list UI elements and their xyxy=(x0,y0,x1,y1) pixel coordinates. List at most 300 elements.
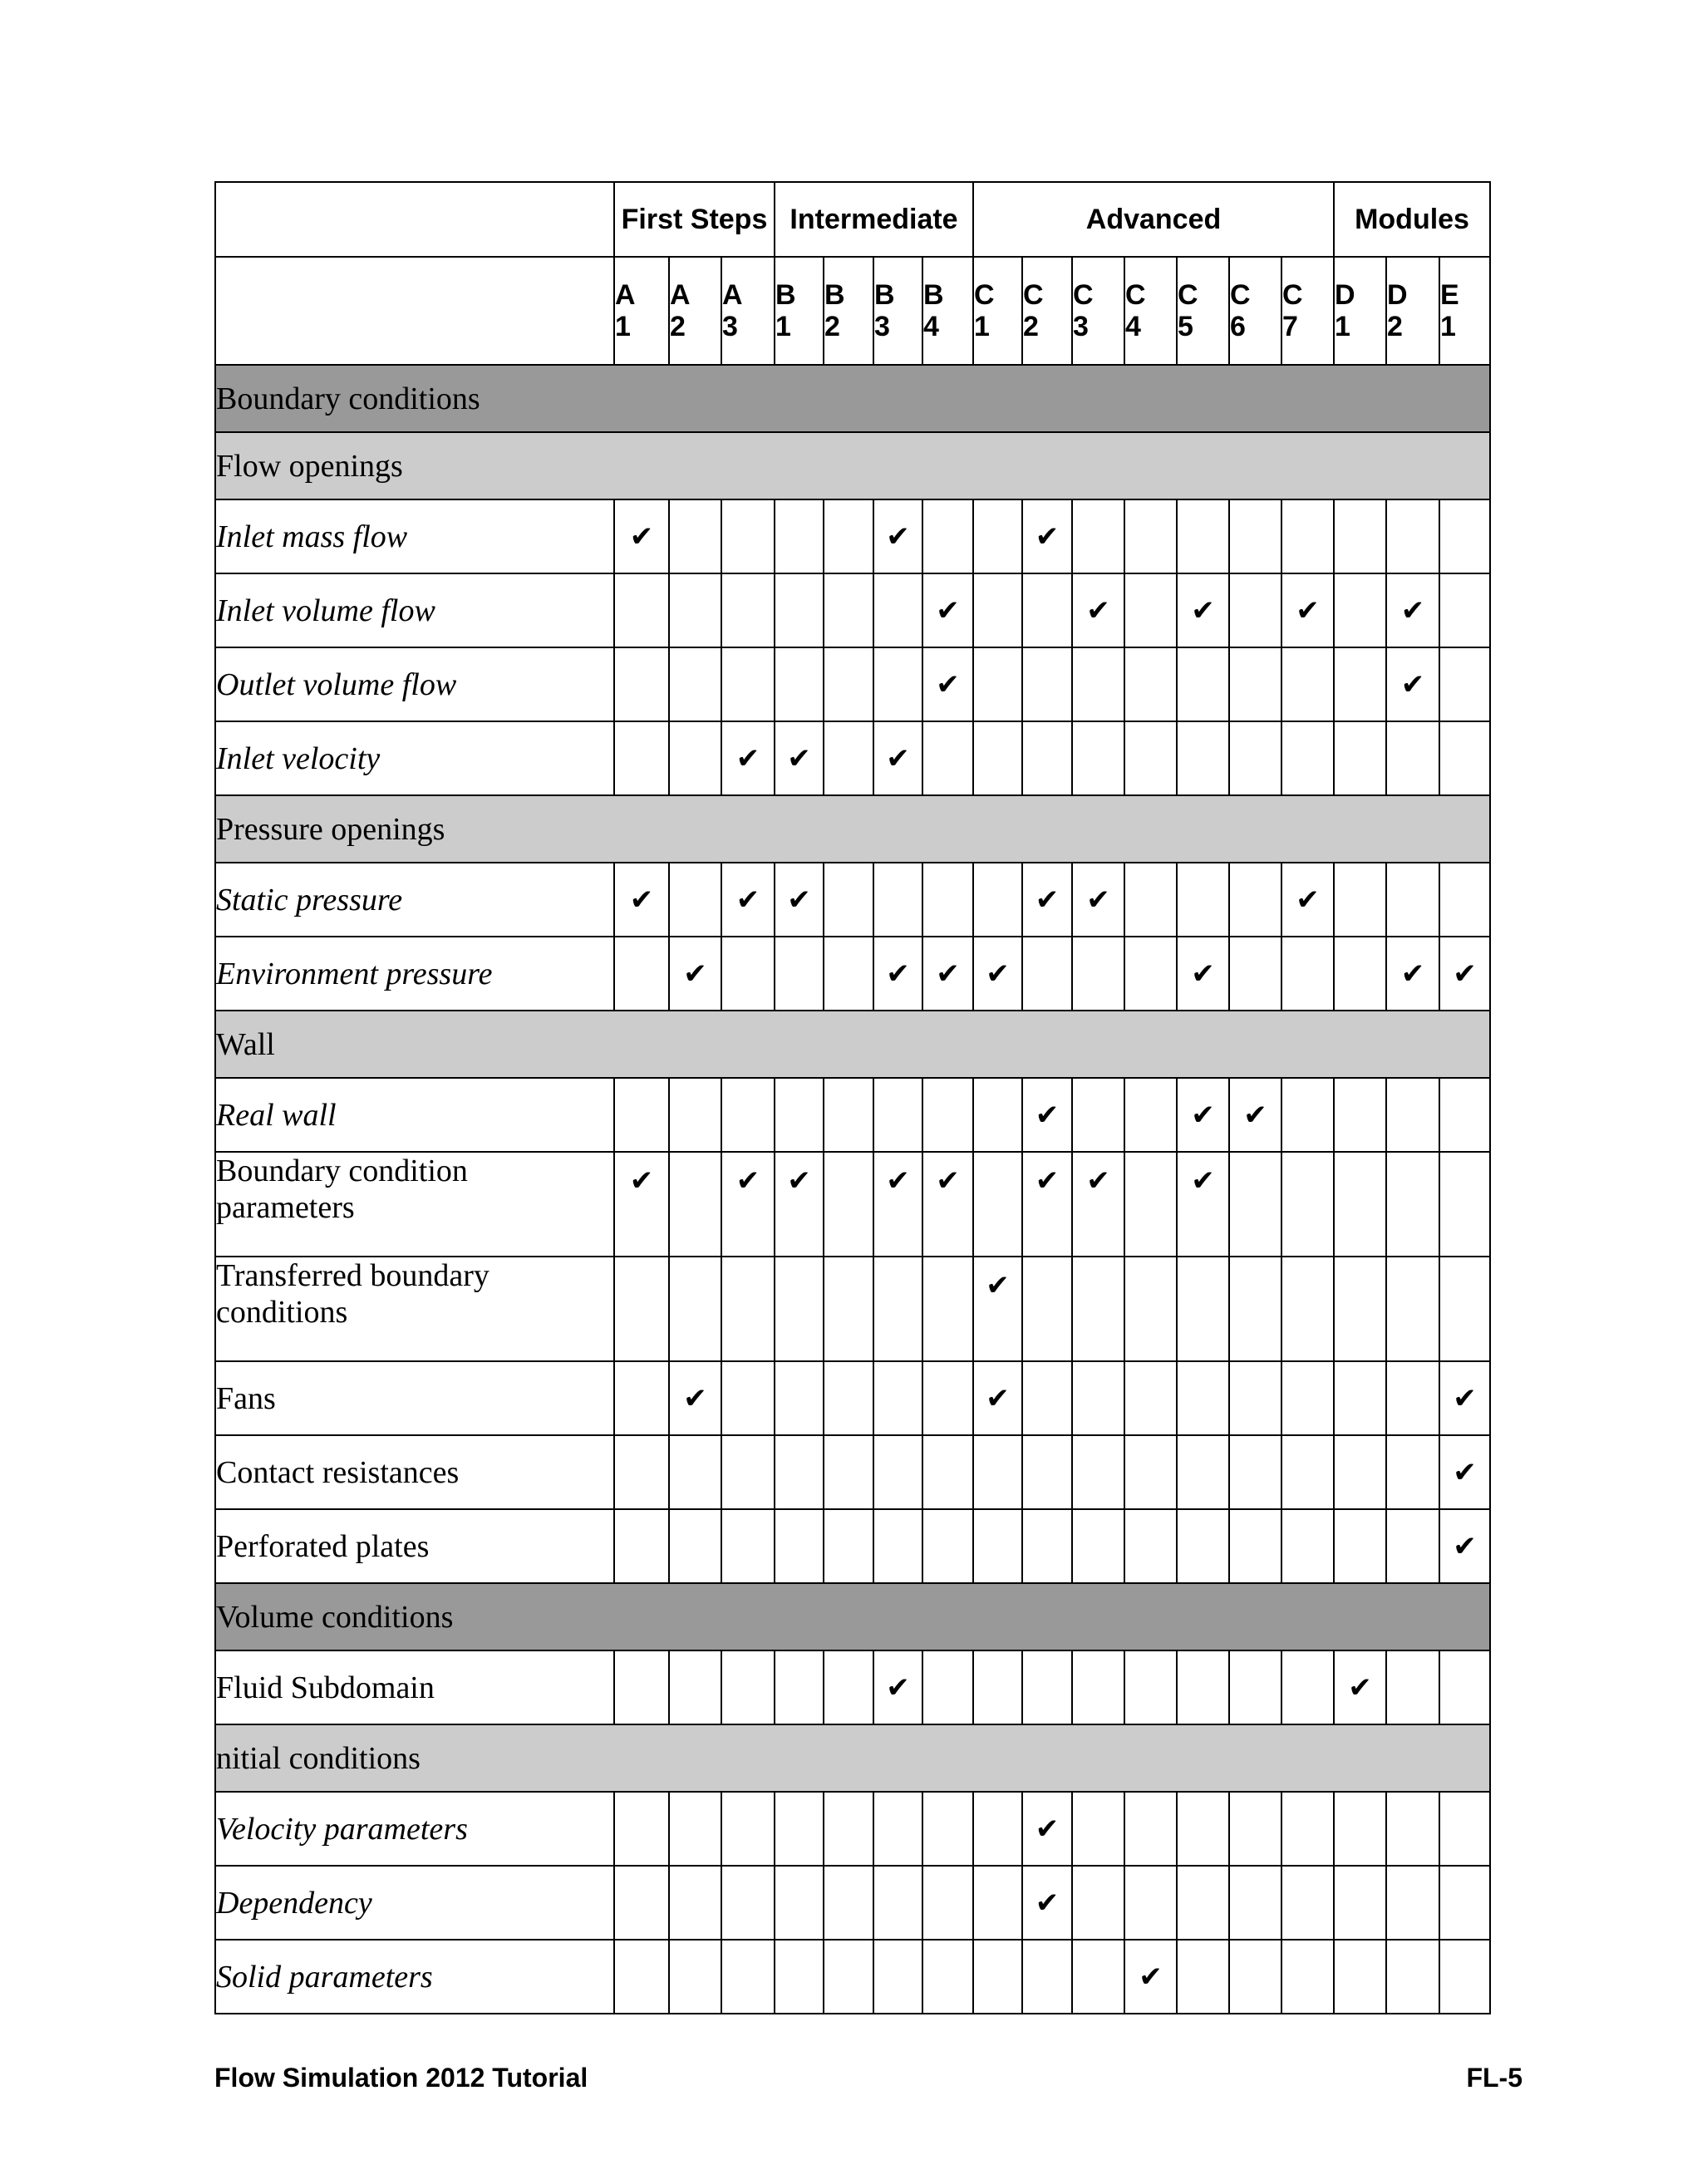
column-letter: C xyxy=(1230,279,1251,311)
check-cell xyxy=(973,1257,1022,1361)
section-row xyxy=(215,365,1490,432)
check-cell xyxy=(1334,1435,1386,1509)
check-cell xyxy=(1439,863,1490,937)
check-cell xyxy=(1229,1509,1281,1583)
check-cell xyxy=(1229,1435,1281,1509)
check-cell xyxy=(1386,863,1439,937)
section-row xyxy=(215,1583,1490,1650)
check-icon: ✔ xyxy=(1035,1098,1060,1132)
check-cell xyxy=(669,1940,721,2014)
check-cell xyxy=(922,1792,973,1866)
check-cell xyxy=(1124,863,1177,937)
check-cell xyxy=(1177,1792,1229,1866)
check-cell xyxy=(1439,1078,1490,1152)
check-cell xyxy=(1124,1361,1177,1435)
check-cell xyxy=(614,1435,669,1509)
check-cell xyxy=(614,499,669,573)
column-code xyxy=(614,257,669,365)
check-cell xyxy=(1072,721,1124,795)
section-row xyxy=(215,1724,1490,1792)
check-cell xyxy=(873,1650,922,1724)
check-icon: ✔ xyxy=(1191,1164,1215,1198)
check-icon: ✔ xyxy=(1035,1886,1060,1920)
check-icon: ✔ xyxy=(886,1164,910,1198)
feature-label: Static pressure xyxy=(215,863,614,937)
check-cell xyxy=(922,1078,973,1152)
check-cell xyxy=(1229,573,1281,647)
feature-label: Velocity parameters xyxy=(215,1792,614,1866)
check-cell xyxy=(824,573,873,647)
check-cell xyxy=(1281,1361,1334,1435)
check-cell xyxy=(775,1152,824,1257)
check-cell xyxy=(1439,499,1490,573)
check-cell xyxy=(1229,1940,1281,2014)
column-letter: C xyxy=(1282,279,1303,311)
check-cell xyxy=(1439,647,1490,721)
check-cell xyxy=(1022,1866,1072,1940)
check-cell xyxy=(1334,573,1386,647)
check-icon: ✔ xyxy=(629,1164,654,1198)
check-cell xyxy=(1177,1152,1229,1257)
check-cell xyxy=(775,1650,824,1724)
check-cell xyxy=(1072,863,1124,937)
check-cell xyxy=(1022,1152,1072,1257)
check-cell xyxy=(1022,1792,1072,1866)
column-code xyxy=(973,257,1022,365)
group-header: Modules xyxy=(1334,182,1490,257)
feature-label: Outlet volume flow xyxy=(215,647,614,721)
check-cell xyxy=(973,937,1022,1011)
check-cell xyxy=(1177,1866,1229,1940)
check-icon: ✔ xyxy=(1086,593,1110,627)
check-cell xyxy=(1072,1361,1124,1435)
check-cell xyxy=(1334,1792,1386,1866)
check-icon: ✔ xyxy=(886,519,910,553)
check-cell xyxy=(775,1361,824,1435)
check-cell xyxy=(1439,1361,1490,1435)
check-cell xyxy=(1177,573,1229,647)
check-cell xyxy=(922,1361,973,1435)
check-cell xyxy=(824,1435,873,1509)
check-cell xyxy=(1022,721,1072,795)
footer-page-number: FL-5 xyxy=(1466,2063,1522,2093)
check-cell xyxy=(1177,647,1229,721)
group-header-row xyxy=(215,182,1490,257)
check-cell xyxy=(873,863,922,937)
check-cell xyxy=(1386,1361,1439,1435)
check-cell xyxy=(721,1866,775,1940)
feature-row xyxy=(215,499,1490,573)
check-cell xyxy=(1386,1078,1439,1152)
check-cell xyxy=(614,573,669,647)
group-header: Intermediate xyxy=(775,182,973,257)
check-cell xyxy=(614,937,669,1011)
check-cell xyxy=(1281,937,1334,1011)
check-cell xyxy=(1022,573,1072,647)
column-letter: B xyxy=(923,279,944,311)
column-code xyxy=(1177,257,1229,365)
check-cell xyxy=(873,1866,922,1940)
check-cell xyxy=(1229,1866,1281,1940)
check-icon: ✔ xyxy=(735,883,760,917)
column-code xyxy=(873,257,922,365)
check-cell xyxy=(1022,1257,1072,1361)
column-number: 2 xyxy=(824,311,840,342)
check-cell xyxy=(922,573,973,647)
check-cell xyxy=(775,1792,824,1866)
check-cell xyxy=(873,1792,922,1866)
column-code xyxy=(669,257,721,365)
check-cell xyxy=(973,1509,1022,1583)
check-cell xyxy=(1022,937,1072,1011)
check-cell xyxy=(824,1361,873,1435)
check-cell xyxy=(721,937,775,1011)
check-cell xyxy=(1177,863,1229,937)
column-number: 3 xyxy=(874,311,890,342)
check-cell xyxy=(922,1257,973,1361)
column-code xyxy=(824,257,873,365)
check-cell xyxy=(1124,937,1177,1011)
column-number: 4 xyxy=(923,311,939,342)
check-cell xyxy=(1177,1509,1229,1583)
check-cell xyxy=(1072,1435,1124,1509)
check-cell xyxy=(669,863,721,937)
check-cell xyxy=(922,863,973,937)
feature-row xyxy=(215,573,1490,647)
check-cell xyxy=(824,1866,873,1940)
check-cell xyxy=(1022,647,1072,721)
check-cell xyxy=(775,1257,824,1361)
check-cell xyxy=(1439,1509,1490,1583)
check-cell xyxy=(1334,863,1386,937)
check-cell xyxy=(1072,499,1124,573)
check-cell xyxy=(1334,1866,1386,1940)
check-cell xyxy=(973,499,1022,573)
check-cell xyxy=(1439,1940,1490,2014)
feature-label: Contact resistances xyxy=(215,1435,614,1509)
check-cell xyxy=(973,863,1022,937)
feature-label: Environment pressure xyxy=(215,937,614,1011)
check-cell xyxy=(721,573,775,647)
check-cell xyxy=(1124,1435,1177,1509)
check-cell xyxy=(824,1509,873,1583)
check-cell xyxy=(669,1257,721,1361)
column-code xyxy=(1281,257,1334,365)
check-cell xyxy=(1124,1257,1177,1361)
footer-title: Flow Simulation 2012 Tutorial xyxy=(214,2063,588,2093)
column-number: 5 xyxy=(1178,311,1193,342)
check-icon: ✔ xyxy=(1453,957,1477,991)
check-cell xyxy=(1281,1078,1334,1152)
feature-row xyxy=(215,1435,1490,1509)
check-cell xyxy=(1177,721,1229,795)
check-cell xyxy=(1124,1078,1177,1152)
check-cell xyxy=(1281,1940,1334,2014)
column-code xyxy=(721,257,775,365)
check-cell xyxy=(922,647,973,721)
check-cell xyxy=(1386,1650,1439,1724)
column-number: 1 xyxy=(1335,311,1350,342)
check-cell xyxy=(1177,1650,1229,1724)
check-cell xyxy=(669,1509,721,1583)
check-cell xyxy=(873,1435,922,1509)
check-cell xyxy=(1072,647,1124,721)
check-cell xyxy=(1124,1509,1177,1583)
check-cell xyxy=(721,1152,775,1257)
check-icon: ✔ xyxy=(683,957,707,991)
column-number: 1 xyxy=(775,311,791,342)
check-cell xyxy=(973,1152,1022,1257)
check-cell xyxy=(1334,937,1386,1011)
check-icon: ✔ xyxy=(629,519,654,553)
check-cell xyxy=(1386,499,1439,573)
check-cell xyxy=(775,937,824,1011)
check-cell xyxy=(669,1152,721,1257)
check-icon: ✔ xyxy=(735,1164,760,1198)
check-cell xyxy=(721,1650,775,1724)
column-letter: D xyxy=(1387,279,1408,311)
check-cell xyxy=(973,1435,1022,1509)
check-cell xyxy=(1281,1866,1334,1940)
column-number: 2 xyxy=(1387,311,1403,342)
check-icon: ✔ xyxy=(886,957,910,991)
column-letter: A xyxy=(722,279,743,311)
check-cell xyxy=(1334,1940,1386,2014)
check-icon: ✔ xyxy=(1348,1670,1372,1704)
check-cell xyxy=(1439,1650,1490,1724)
check-icon: ✔ xyxy=(1400,957,1425,991)
check-icon: ✔ xyxy=(1453,1529,1477,1563)
section-label: Boundary conditions xyxy=(215,365,1490,432)
check-cell xyxy=(1229,1650,1281,1724)
check-cell xyxy=(1281,1509,1334,1583)
column-number: 2 xyxy=(670,311,686,342)
check-cell xyxy=(775,1078,824,1152)
check-cell xyxy=(775,647,824,721)
feature-row xyxy=(215,1361,1490,1435)
check-cell xyxy=(1124,647,1177,721)
check-cell xyxy=(721,1361,775,1435)
check-cell xyxy=(1281,1257,1334,1361)
check-cell xyxy=(1334,1509,1386,1583)
check-cell xyxy=(1072,1866,1124,1940)
column-number: 1 xyxy=(974,311,990,342)
check-icon: ✔ xyxy=(1296,593,1320,627)
feature-row xyxy=(215,1940,1490,2014)
check-icon: ✔ xyxy=(936,667,960,701)
check-cell xyxy=(1229,647,1281,721)
check-cell xyxy=(824,863,873,937)
check-cell xyxy=(1439,1152,1490,1257)
check-cell xyxy=(1439,1792,1490,1866)
check-cell xyxy=(873,647,922,721)
column-code xyxy=(1439,257,1490,365)
feature-row xyxy=(215,647,1490,721)
section-label: nitial conditions xyxy=(215,1724,1490,1792)
section-label: Volume conditions xyxy=(215,1583,1490,1650)
check-cell xyxy=(721,721,775,795)
column-letter: B xyxy=(824,279,845,311)
check-cell xyxy=(1386,1940,1439,2014)
check-icon: ✔ xyxy=(683,1381,707,1415)
check-cell xyxy=(1022,1078,1072,1152)
check-cell xyxy=(973,1078,1022,1152)
feature-row xyxy=(215,863,1490,937)
check-cell xyxy=(1439,1257,1490,1361)
check-cell xyxy=(1124,573,1177,647)
check-cell xyxy=(669,1435,721,1509)
check-icon: ✔ xyxy=(936,593,960,627)
check-cell xyxy=(1386,573,1439,647)
check-cell xyxy=(1177,1435,1229,1509)
column-number: 3 xyxy=(1073,311,1089,342)
feature-label: Perforated plates xyxy=(215,1509,614,1583)
check-cell xyxy=(1386,1257,1439,1361)
check-cell xyxy=(1386,1792,1439,1866)
check-cell xyxy=(1439,573,1490,647)
feature-row xyxy=(215,1152,1490,1257)
column-number: 6 xyxy=(1230,311,1246,342)
group-header: Advanced xyxy=(973,182,1334,257)
column-letter: B xyxy=(874,279,895,311)
check-cell xyxy=(1124,499,1177,573)
check-cell xyxy=(614,1257,669,1361)
check-cell xyxy=(922,499,973,573)
check-cell xyxy=(614,1078,669,1152)
check-cell xyxy=(922,721,973,795)
column-letter: E xyxy=(1440,279,1459,311)
check-cell xyxy=(1022,1435,1072,1509)
check-cell xyxy=(1022,1509,1072,1583)
column-number: 1 xyxy=(615,311,631,342)
check-cell xyxy=(669,1078,721,1152)
check-cell xyxy=(614,721,669,795)
column-letter: B xyxy=(775,279,796,311)
check-cell xyxy=(824,1940,873,2014)
check-icon: ✔ xyxy=(787,1164,811,1198)
check-cell xyxy=(721,1792,775,1866)
check-icon: ✔ xyxy=(1191,593,1215,627)
check-icon: ✔ xyxy=(1296,883,1320,917)
check-cell xyxy=(669,937,721,1011)
check-cell xyxy=(1072,1650,1124,1724)
column-code xyxy=(1124,257,1177,365)
check-cell xyxy=(873,1361,922,1435)
check-cell xyxy=(1124,1152,1177,1257)
feature-label: Inlet velocity xyxy=(215,721,614,795)
feature-label: Transferred boundary conditions xyxy=(215,1257,614,1361)
check-cell xyxy=(775,1866,824,1940)
check-cell xyxy=(1281,1650,1334,1724)
check-cell xyxy=(1177,1361,1229,1435)
check-cell xyxy=(824,1792,873,1866)
check-cell xyxy=(721,1509,775,1583)
check-cell xyxy=(1334,1257,1386,1361)
check-cell xyxy=(922,937,973,1011)
check-cell xyxy=(1386,1435,1439,1509)
check-cell xyxy=(1072,1940,1124,2014)
column-letter: A xyxy=(670,279,691,311)
column-number: 7 xyxy=(1282,311,1298,342)
check-cell xyxy=(1177,937,1229,1011)
check-cell xyxy=(1124,1866,1177,1940)
column-number: 2 xyxy=(1023,311,1039,342)
check-cell xyxy=(873,499,922,573)
check-cell xyxy=(1386,1509,1439,1583)
feature-row xyxy=(215,1866,1490,1940)
check-cell xyxy=(1022,1361,1072,1435)
check-icon: ✔ xyxy=(936,957,960,991)
check-cell xyxy=(775,499,824,573)
check-cell xyxy=(1229,721,1281,795)
check-cell xyxy=(973,1792,1022,1866)
column-letter: C xyxy=(1125,279,1146,311)
check-icon: ✔ xyxy=(1035,1812,1060,1846)
check-cell xyxy=(922,1509,973,1583)
check-cell xyxy=(614,647,669,721)
check-cell xyxy=(1439,1866,1490,1940)
check-icon: ✔ xyxy=(1035,1164,1060,1198)
feature-label: Fluid Subdomain xyxy=(215,1650,614,1724)
check-cell xyxy=(721,863,775,937)
check-icon: ✔ xyxy=(936,1164,960,1198)
check-cell xyxy=(973,1361,1022,1435)
check-cell xyxy=(1281,1152,1334,1257)
feature-label: Real wall xyxy=(215,1078,614,1152)
check-cell xyxy=(1334,1152,1386,1257)
check-cell xyxy=(1386,647,1439,721)
check-cell xyxy=(1281,1792,1334,1866)
check-icon: ✔ xyxy=(986,957,1010,991)
column-code xyxy=(1229,257,1281,365)
check-icon: ✔ xyxy=(629,883,654,917)
check-cell xyxy=(1334,1650,1386,1724)
check-cell xyxy=(1072,1509,1124,1583)
check-cell xyxy=(1334,647,1386,721)
section-row xyxy=(215,432,1490,499)
check-cell xyxy=(669,647,721,721)
column-code-row xyxy=(215,257,1490,365)
check-cell xyxy=(669,1792,721,1866)
check-cell xyxy=(1177,1940,1229,2014)
check-cell xyxy=(1281,1435,1334,1509)
check-cell xyxy=(775,863,824,937)
check-cell xyxy=(873,937,922,1011)
check-icon: ✔ xyxy=(1035,519,1060,553)
check-icon: ✔ xyxy=(1400,667,1425,701)
check-cell xyxy=(1439,721,1490,795)
check-cell xyxy=(1229,1792,1281,1866)
check-cell xyxy=(1386,721,1439,795)
column-number: 3 xyxy=(722,311,738,342)
check-cell xyxy=(614,1152,669,1257)
feature-row xyxy=(215,1792,1490,1866)
column-letter: C xyxy=(1073,279,1094,311)
check-cell xyxy=(1124,721,1177,795)
check-icon: ✔ xyxy=(886,741,910,775)
check-icon: ✔ xyxy=(1139,1960,1163,1994)
check-cell xyxy=(721,647,775,721)
feature-row xyxy=(215,937,1490,1011)
check-cell xyxy=(721,1435,775,1509)
check-cell xyxy=(669,721,721,795)
check-cell xyxy=(1124,1792,1177,1866)
check-cell xyxy=(1072,1792,1124,1866)
check-cell xyxy=(1281,863,1334,937)
check-cell xyxy=(775,573,824,647)
check-cell xyxy=(775,1940,824,2014)
check-cell xyxy=(669,1650,721,1724)
